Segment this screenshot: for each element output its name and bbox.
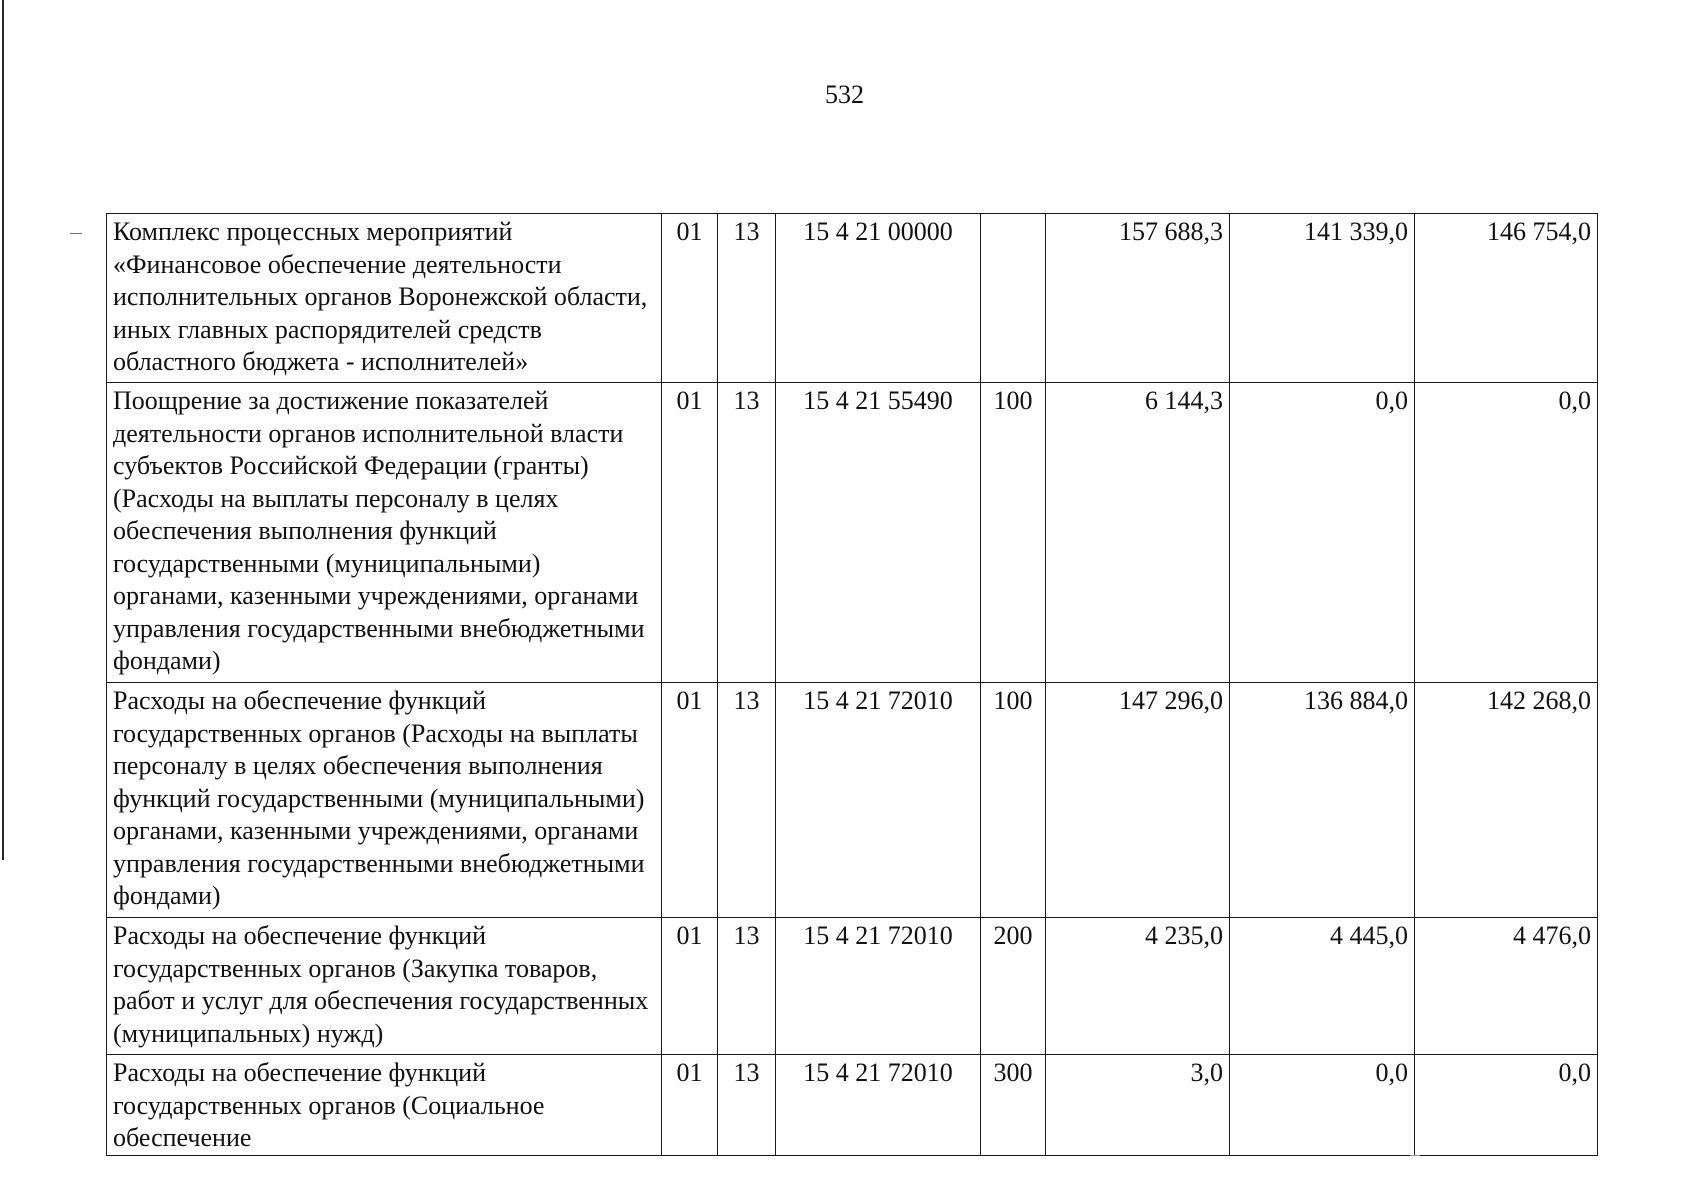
target-article-code: 15 4 21 72010 <box>776 918 981 1055</box>
section-code: 01 <box>662 918 718 1055</box>
budget-table <box>106 213 1598 1156</box>
row-description: Комплекс процессных мероприятий «Финансовое обеспечение деятельности исполнительных органов Воронежской области, иных главных распорядителей средств областного бюджета - исполнителей» <box>107 214 662 383</box>
target-article-code: 15 4 21 72010 <box>776 1055 981 1156</box>
amount-1: 157 688,3 <box>1046 214 1230 383</box>
section-code: 01 <box>662 683 718 918</box>
section-code: 01 <box>662 1055 718 1156</box>
table-row <box>107 1055 1598 1156</box>
amount-1: 147 296,0 <box>1046 683 1230 918</box>
row-description: Расходы на обеспечение функций государственных органов (Социальное обеспечение <box>107 1055 662 1156</box>
expense-type-code: 100 <box>981 683 1046 918</box>
amount-3: 0,0 <box>1415 1055 1598 1156</box>
target-article-code: 15 4 21 72010 <box>776 683 981 918</box>
amount-1: 6 144,3 <box>1046 383 1230 683</box>
amount-2: 0,0 <box>1230 383 1415 683</box>
row-description: Расходы на обеспечение функций государственных органов (Расходы на выплаты персоналу в целях обеспечения выполнения функций государственными (муниципальными) органами, казенными учреждениями, органами управления государственными внебюджетными фондами) <box>107 683 662 918</box>
subsection-code: 13 <box>718 918 776 1055</box>
subsection-code: 13 <box>718 1055 776 1156</box>
amount-1: 3,0 <box>1046 1055 1230 1156</box>
table-row <box>107 683 1598 918</box>
table-row <box>107 214 1598 383</box>
target-article-code: 15 4 21 55490 <box>776 383 981 683</box>
scan-speck <box>1410 1155 1420 1156</box>
expense-type-code: 300 <box>981 1055 1046 1156</box>
margin-tick-mark <box>70 233 82 234</box>
section-code: 01 <box>662 383 718 683</box>
scan-edge-line <box>2 0 4 860</box>
subsection-code: 13 <box>718 683 776 918</box>
page-number: 532 <box>825 80 864 109</box>
amount-3: 146 754,0 <box>1415 214 1598 383</box>
amount-2: 4 445,0 <box>1230 918 1415 1055</box>
expense-type-code: 200 <box>981 918 1046 1055</box>
table-row <box>107 383 1598 683</box>
subsection-code: 13 <box>718 214 776 383</box>
amount-3: 142 268,0 <box>1415 683 1598 918</box>
expense-type-code <box>981 214 1046 383</box>
row-description: Поощрение за достижение показателей деятельности органов исполнительной власти субъектов Российской Федерации (гранты) (Расходы на выплаты персоналу в целях обеспечения выполнения функций государственными (муниципальными) органами, казенными учреждениями, органами управления государственными внебюджетными фондами) <box>107 383 662 683</box>
amount-3: 0,0 <box>1415 383 1598 683</box>
amount-3: 4 476,0 <box>1415 918 1598 1055</box>
row-description: Расходы на обеспечение функций государственных органов (Закупка товаров, работ и услуг для обеспечения государственных (муниципальных) нужд) <box>107 918 662 1055</box>
table-row <box>107 918 1598 1055</box>
amount-2: 141 339,0 <box>1230 214 1415 383</box>
subsection-code: 13 <box>718 383 776 683</box>
amount-2: 0,0 <box>1230 1055 1415 1156</box>
section-code: 01 <box>662 214 718 383</box>
amount-2: 136 884,0 <box>1230 683 1415 918</box>
expense-type-code: 100 <box>981 383 1046 683</box>
amount-1: 4 235,0 <box>1046 918 1230 1055</box>
target-article-code: 15 4 21 00000 <box>776 214 981 383</box>
